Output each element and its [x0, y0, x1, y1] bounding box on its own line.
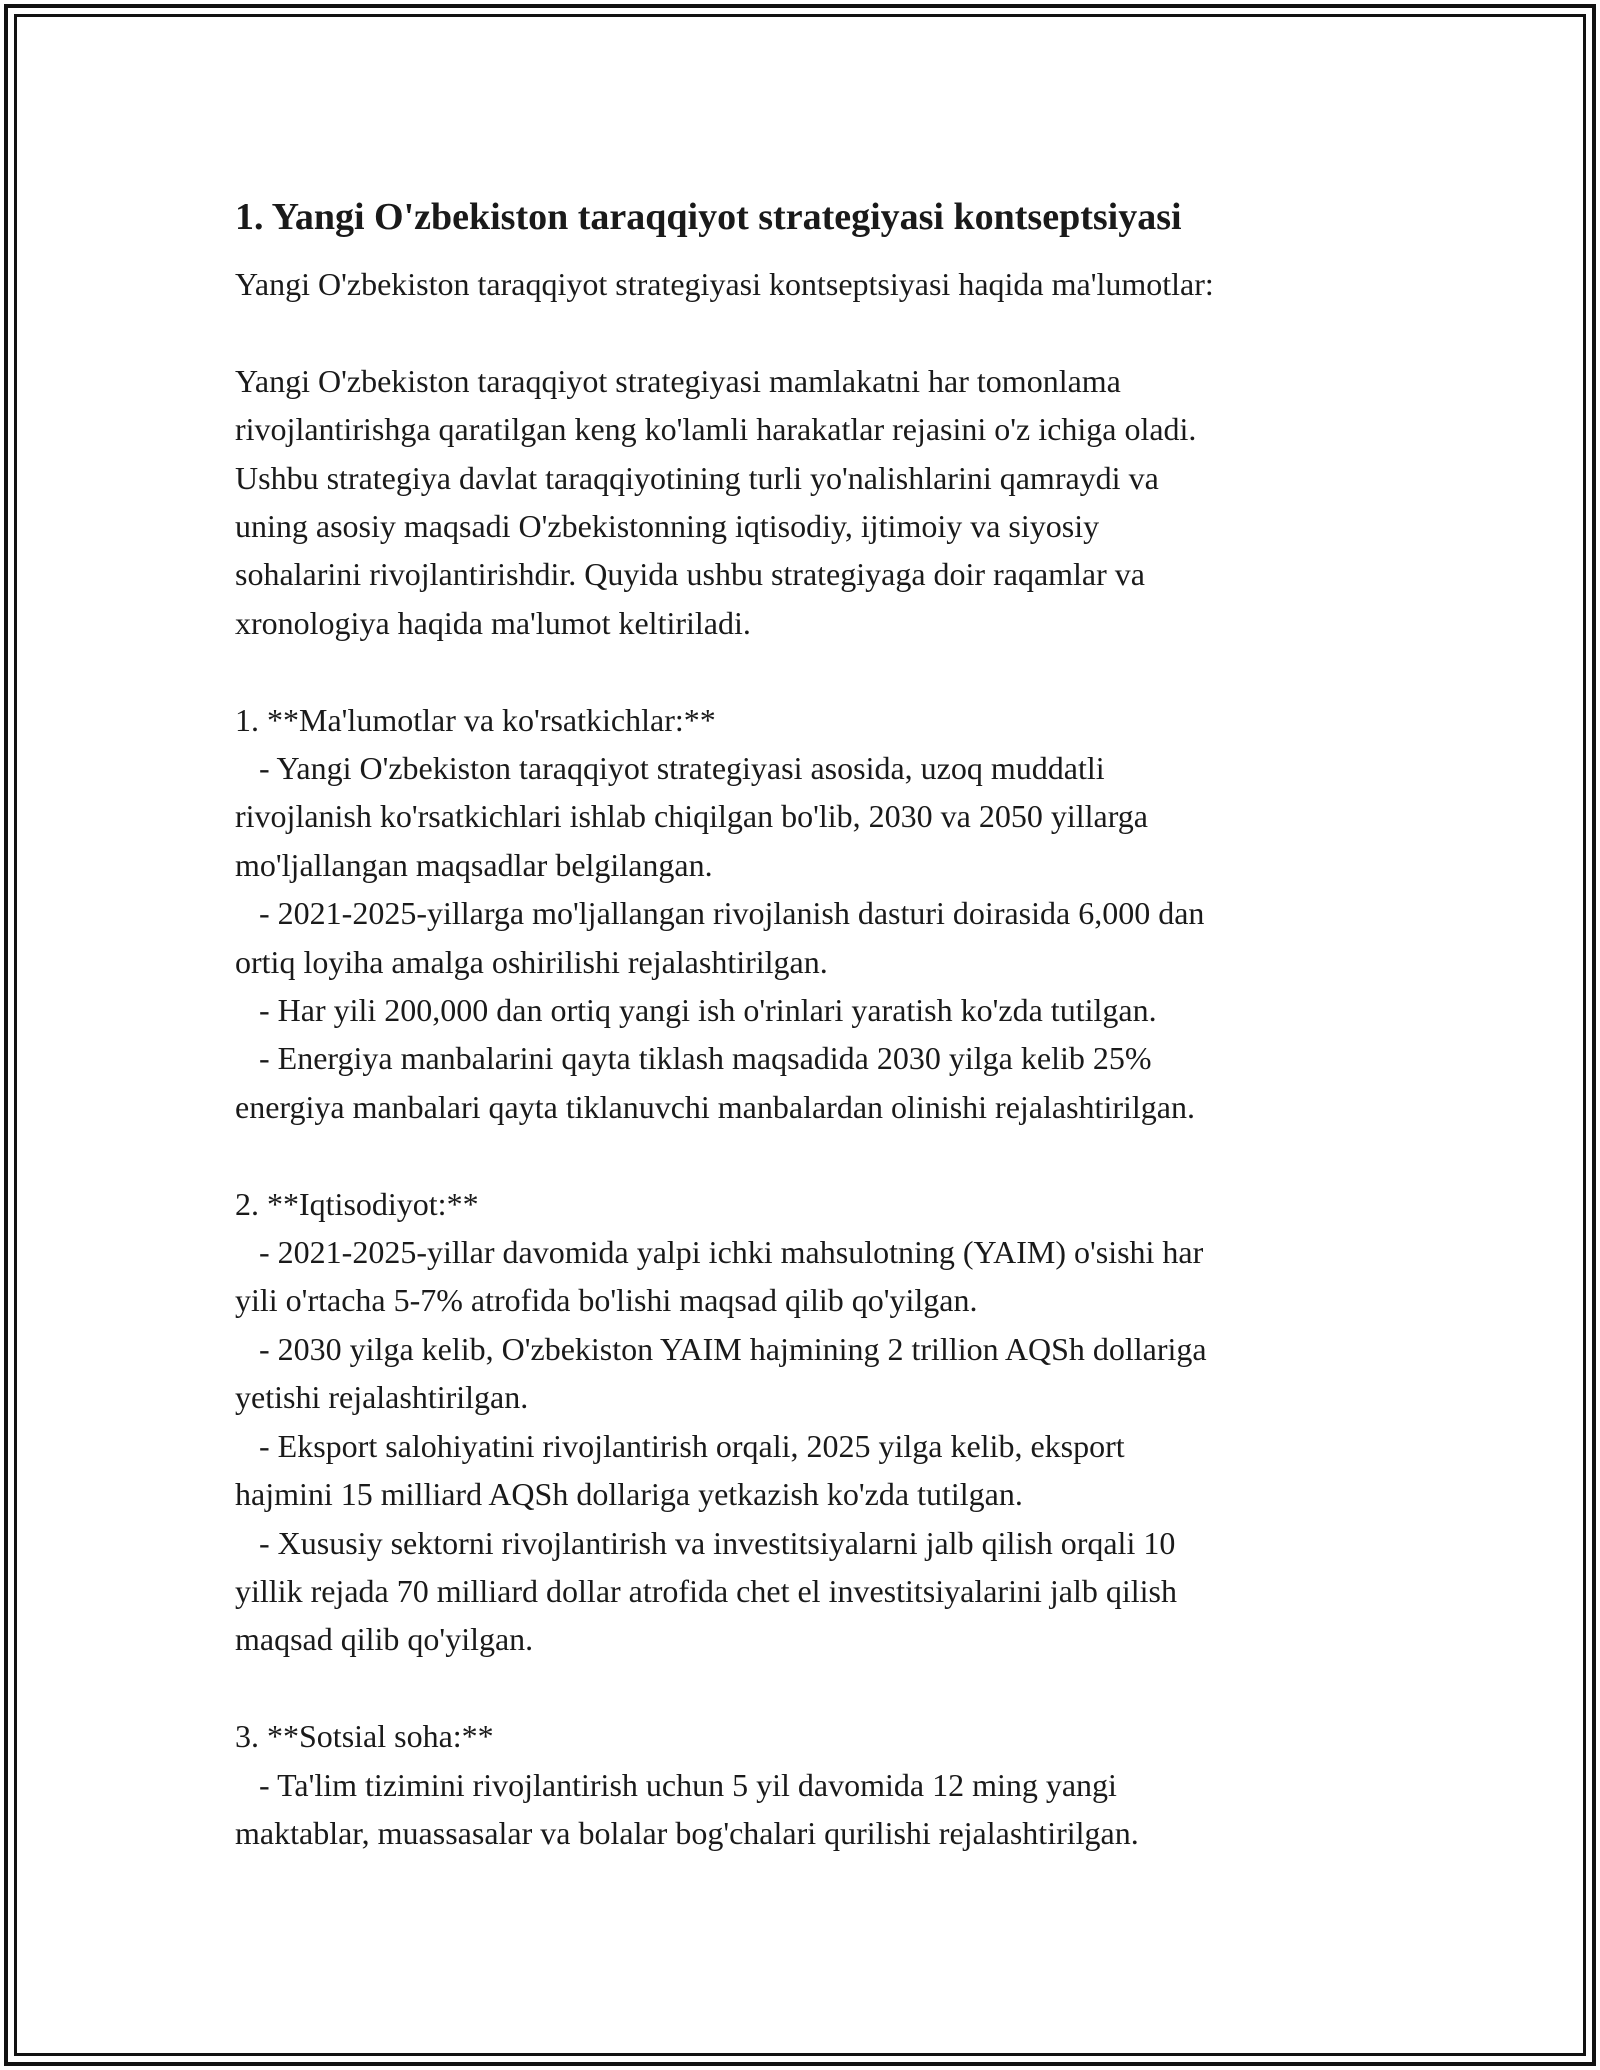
text-line: uning asosiy maqsadi O'zbekistonning iqtisodiy, ijtimoiy va siyosiy: [235, 508, 1100, 545]
section-heading: 1. **Ma'lumotlar va ko'rsatkichlar:**: [235, 701, 716, 738]
text-line: yillik rejada 70 milliard dollar atrofida chet el investitsiyalarini jalb qilish: [235, 1572, 1177, 1609]
document-body: [235, 188, 1415, 1857]
text-line: - Xususiy sektorni rivojlantirish va investitsiyalarni jalb qilish orqali 10: [235, 1524, 1176, 1561]
text-line: - 2030 yilga kelib, O'zbekiston YAIM hajmining 2 trillion AQSh dollariga: [235, 1330, 1207, 1367]
text-line: - 2021-2025-yillar davomida yalpi ichki mahsulotning (YAIM) o'sishi har: [235, 1234, 1204, 1271]
text-line: energiya manbalari qayta tiklanuvchi manbalardan olinishi rejalashtirilgan.: [235, 1088, 1195, 1125]
text-line: - Eksport salohiyatini rivojlantirish orqali, 2025 yilga kelib, eksport: [235, 1427, 1125, 1464]
text-line: yili o'rtacha 5-7% atrofida bo'lishi maqsad qilib qo'yilgan.: [235, 1282, 978, 1319]
text-line: - Har yili 200,000 dan ortiq yangi ish o'rinlari yaratish ko'zda tutilgan.: [235, 992, 1157, 1029]
text-line: mo'ljallangan maqsadlar belgilangan.: [235, 846, 713, 883]
intro-paragraph: [235, 357, 1415, 647]
paragraph-gap: [235, 1131, 1415, 1179]
text-line: Yangi O'zbekiston taraqqiyot strategiyasi mamlakatni har tomonlama: [235, 362, 1121, 399]
section-indicators: [235, 696, 1415, 1132]
text-line: maqsad qilib qo'yilgan.: [235, 1621, 534, 1658]
document-subtitle: Yangi O'zbekiston taraqqiyot strategiyasi kontseptsiyasi haqida ma'lumotlar:: [235, 266, 1214, 302]
text-line: yetishi rejalashtirilgan.: [235, 1379, 529, 1416]
text-line: sohalarini rivojlantirishdir. Quyida ushbu strategiyaga doir raqamlar va: [235, 556, 1145, 593]
text-line: Ushbu strategiya davlat taraqqiyotining turli yo'nalishlarini qamraydi va: [235, 459, 1159, 496]
text-line: maktablar, muassasalar va bolalar bog'chalari qurilishi rejalashtirilgan.: [235, 1814, 1139, 1851]
paragraph-gap: [235, 308, 1415, 356]
document-title: 1. Yangi O'zbekiston taraqqiyot strategiyasi kontseptsiyasi: [235, 196, 1182, 238]
section-heading: 2. **Iqtisodiyot:**: [235, 1185, 479, 1222]
section-economy: [235, 1180, 1415, 1664]
text-line: - Yangi O'zbekiston taraqqiyot strategiyasi asosida, uzoq muddatli: [235, 750, 1105, 787]
text-line: rivojlantirishga qaratilgan keng ko'lamli harakatlar rejasini o'z ichiga oladi.: [235, 411, 1197, 448]
text-line: - 2021-2025-yillarga mo'ljallangan rivojlanish dasturi doirasida 6,000 dan: [235, 895, 1205, 932]
text-line: - Ta'lim tizimini rivojlantirish uchun 5 yil davomida 12 ming yangi: [235, 1766, 1117, 1803]
paragraph-gap: [235, 1664, 1415, 1712]
text-line: xronologiya haqida ma'lumot keltiriladi.: [235, 604, 751, 641]
text-line: - Energiya manbalarini qayta tiklash maqsadida 2030 yilga kelib 25%: [235, 1040, 1152, 1077]
section-heading: 3. **Sotsial soha:**: [235, 1718, 494, 1755]
text-line: ortiq loyiha amalga oshirilishi rejalashtirilgan.: [235, 943, 828, 980]
text-line: hajmini 15 milliard AQSh dollariga yetkazish ko'zda tutilgan.: [235, 1476, 1023, 1513]
paragraph-gap: [235, 647, 1415, 695]
section-social: [235, 1712, 1415, 1857]
text-line: rivojlanish ko'rsatkichlari ishlab chiqilgan bo'lib, 2030 va 2050 yillarga: [235, 798, 1148, 835]
